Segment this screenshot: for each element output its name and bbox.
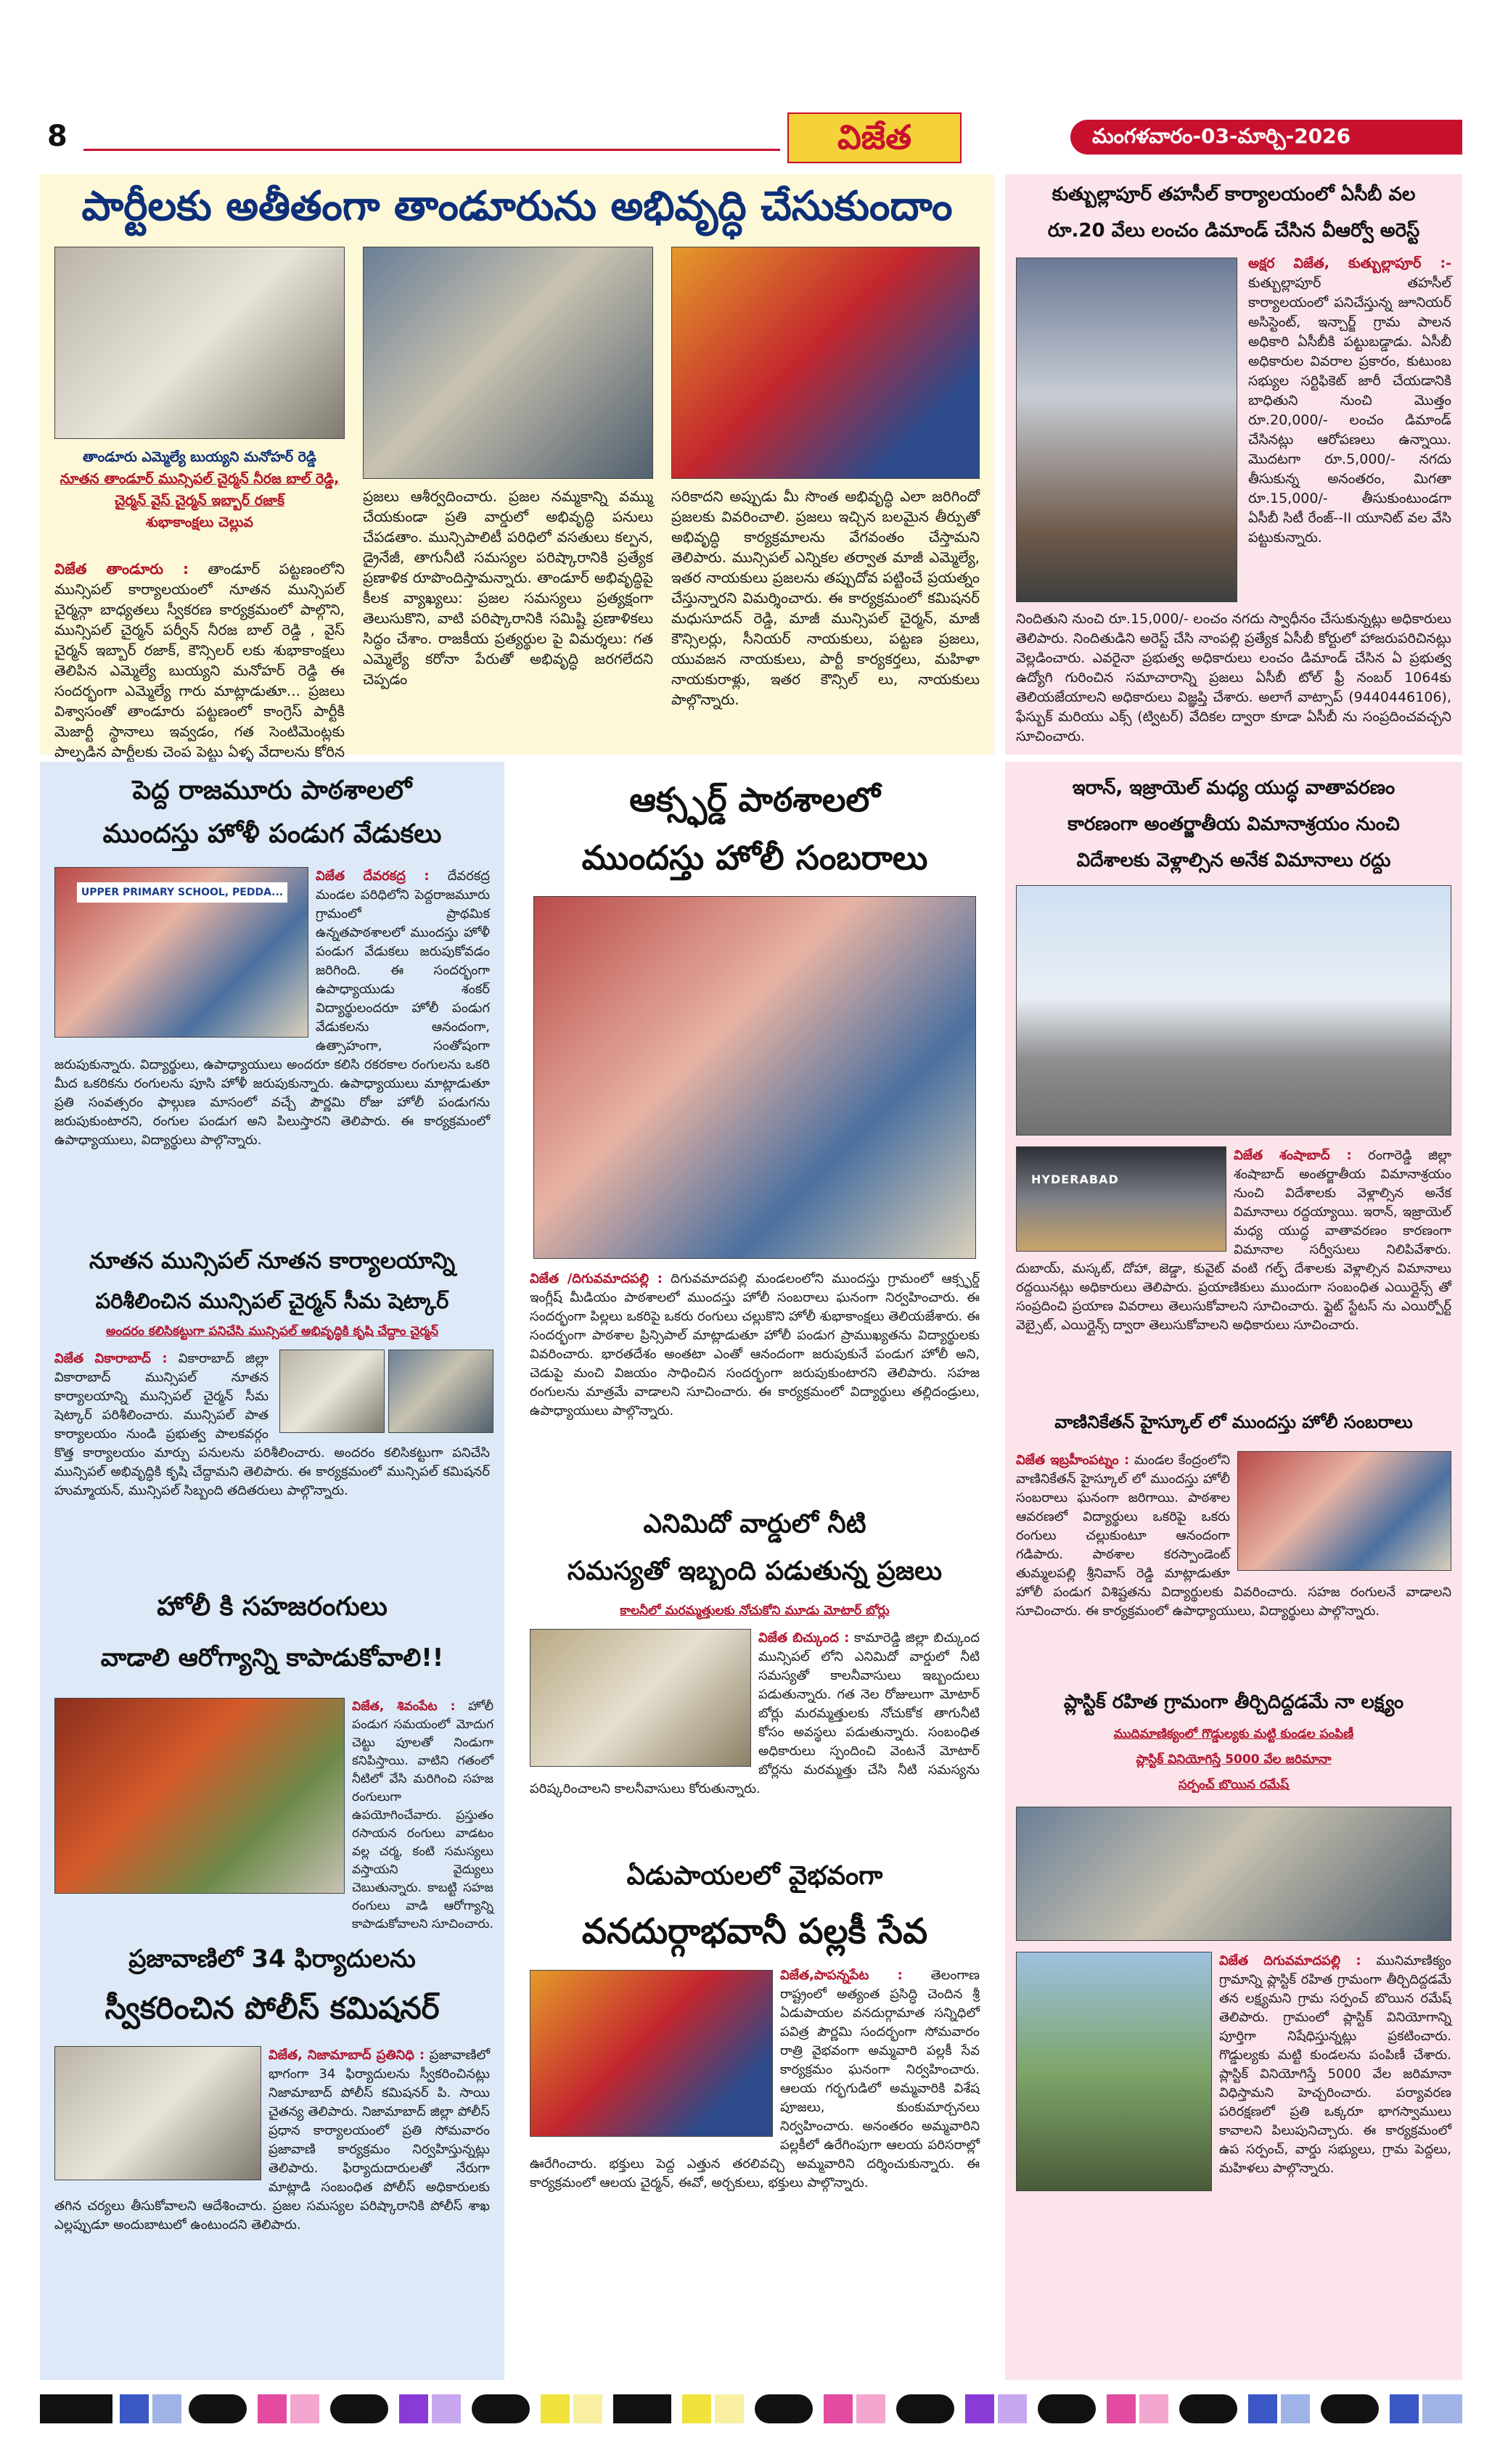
lead-headline: పార్టీలకు అతీతంగా తాండూరును అభివృద్ధి చేసుకుందాం [81,183,953,230]
oxford-headline-line1: ఆక్స్ఫర్డ్ పాఠశాలలో [629,780,880,819]
lead-caption-line1: తాండూరు ఎమ్మెల్యే బుయ్యని మనోహర్ రెడ్డి [83,449,316,465]
acb-headline-line2: రూ.20 వేలు లంచం డిమాండ్ చేసిన వీఆర్వో అరెస్ట్ [1047,220,1420,242]
oxford-body-text: దిగువమాదపల్లి మండలంలోని ముందస్తు గ్రామంలో ఆక్స్ఫర్డ్ ఇంగ్లీష్ మీడియం పాఠశాలలో ముందస్తు హోలీ సంబరాలు ఘనంగా నిర్వహించారు. ఈ సందర్భంగా పిల్లలు ఒకరిపై ఒకరు రంగులు చల్లుకొని హోలీ శుభాకాంక్షలు తెలియజేశారు. ఈ సందర్భంగా పాఠశాల ప్రిన్సిపాల్ మాట్లాడుతూ హోలీ పండుగ ప్రాముఖ్యతను విద్యార్థులకు వివరించారు. భారతదేశం అంతటా ఎంతో ఆనందంగా జరుపుకునే పండుగ హోలీ అని, చెడుపై మంచి విజయం సాధించిన సందర్భంగా జరుపుకుంటారని తెలిపారు. సహజ రంగులను మాత్రమే వాడాలని సూచించారు. ఈ కార్యక్రమంలో విద్యార్థులు తల్లిదండ్రులు, ఉపాధ్యాయులు పాల్గొన్నారు. [530,1271,980,1418]
plastic-subhead3: సర్పంచ్ బొయిన రమేష్ [1178,1778,1290,1792]
police-body-text: ప్రజావాణిలో భాగంగా 34 ఫిర్యాదులను స్వీకరించినట్లు నిజామాబాద్ పోలీస్ కమిషనర్ పి. సాయి చైతన్య తెలిపారు. నిజామాబాద్ జిల్లా పోలీస్ ప్రధాన కార్యాలయంలో ప్రతి సోమవారం ప్రజావాణి కార్యక్రమం నిర్వహిస్తున్నట్లు తెలిపారు. ఫిర్యాదుదారులతో నేరుగా మాట్లాడి సంబంధిత పోలీస్ అధికారులకు తగిన చర్యలు తీసుకోవాలని ఆదేశించారు. ప్రజల సమస్యల పరిష్కారానికి పోలీస్ శాఖ ఎల్లప్పుడూ అందుబాటులో ఉంటుందని తెలిపారు. [54,2048,490,2233]
lead-body-col2: ప్రజలు ఆశీర్వదించారు. ప్రజల నమ్మకాన్ని వమ్ము చేయకుండా ప్రతి వార్డులో అభివృద్ధి పనులు చేపడతాం. మున్సిపాలిటీ పరిధిలో వసతులు కల్పన, డ్రైనేజీ, తాగునీటి సమస్యల పరిష్కారానికి ప్రత్యేక ప్రణాళిక రూపొందిస్తామన్నారు. తాండూర్ అభివృద్ధిపై కీలక వ్యాఖ్యలు: ప్రజల సమస్యలు ప్రత్యక్షంగా తెలుసుకొని, వాటి పరిష్కారానికి సమిష్టి ప్రణాళికలు సిద్ధం చేశాం. రాజకీయ ప్రత్యర్థుల పై విమర్శలు: గత ఎమ్మెల్యే కరోనా పేరుతో అభివృద్ధి జరగలేదని చెప్పడం [363,488,653,688]
page-number: 8 [47,120,67,153]
vanadurga-headline-line1: ఏడుపాయలలో వైభవంగా [626,1861,883,1891]
police-body [54,2046,490,2365]
lead-photo-middle [363,247,653,479]
lead-dateline: విజేత తాండూరు : [54,560,189,578]
acb-body-bottom: నిందితుని నుంచి రూ.15,000/- లంచం నగదు స్వాధీనం చేసుకున్నట్లు అధికారులు తెలిపారు. నిందితుడిని అరెస్ట్ చేసి నాంపల్లి ప్రత్యేక ఏసీబీ కోర్టులో హాజరుపరిచినట్లు వెల్లడించారు. ఎవరైనా ప్రభుత్వ అధికారులు లంచం డిమాండ్ చేసిన ఏ ప్రభుత్వ ఉద్యోగి గురించిన సమాచారాన్ని ప్రజలు ఏసీబీ టోల్ ఫ్రీ నంబర్ 1064కు తెలియజేయాలని అధికారులు విజ్ఞప్తి చేశారు. అలాగే వాట్సాప్ (9440446106), ఫేస్బుక్ మరియు ఎక్స్ (ట్విటర్) వేదికల ద్వారా కూడా ఏసీబీ ను సంప్రదించవచ్చని సూచించారు. [1016,611,1451,744]
acb-dateline: అక్షర విజేత, కుత్బుల్లాపూర్ :- [1248,255,1451,271]
flights-dateline: విజేత శంషాబాద్ : [1234,1148,1352,1163]
ward-body-text: కామారెడ్డి జిల్లా బిచ్కుంద మున్సిపల్ లోని ఎనిమిదో వార్డులో నీటి సమస్యతో కాలనీవాసులు ఇబ్బందులు పడుతున్నారు. గత నెల రోజులుగా మోటార్ బోర్లు మరమ్మత్తులకు నోచుకోక తాగునీటి కోసం అవస్థలు పడుతున్నారు. సంబంధిత అధికారులు స్పందించి వెంటనే మోటార్ బోర్లను మరమ్మత్తు చేసి నీటి సమస్యను పరిష్కరించాలని కాలనీవాసులు కోరుతున్నారు. [530,1630,980,1796]
plastic-body-text: మునిమాణిక్యం గ్రామాన్ని ప్లాస్టిక్ రహిత గ్రామంగా తీర్చిదిద్దడమే తన లక్ష్యమని గ్రామ సర్పంచ్ బొయిన రమేష్ తెలిపారు. గ్రామంలో ప్లాస్టిక్ వినియోగాన్ని పూర్తిగా నిషేధిస్తున్నట్లు ప్రకటించారు. గొడ్డుల్యకు మట్టి కుండలను పంపిణీ చేశారు. ప్లాస్టిక్ వినియోగిస్తే 5000 వేల జరిమానా విధిస్తామని హెచ్చరించారు. పర్యావరణ పరిరక్షణలో ప్రతి ఒక్కరూ భాగస్వాములు కావాలని పిలుపునిచ్చారు. ఈ కార్యక్రమంలో ఉప సర్పంచ్, వార్డు సభ్యులు, గ్రామ పెద్దలు, మహిళలు పాల్గొన్నారు. [1219,1953,1451,2176]
municipal-headline-line2: పరిశీలించిన మున్సిపల్ చైర్మన్ సీమ షెట్కార్ [95,1289,449,1313]
acb-body-top-text: కుత్బుల్లాపూర్ తహసీల్ కార్యాలయంలో పనిచేస్తున్న జూనియర్ అసిస్టెంట్, ఇన్చార్జ్ గ్రామ పాలన అధికారి ఏసీబీకి పట్టుబడ్డాడు. ఏసీబీ అధికారుల వివరాల ప్రకారం, కుటుంబ సభ్యుల సర్టిఫికెట్ జారీ చేయడానికి బాధితుని నుంచి మొత్తం రూ.20,000/- లంచం డిమాండ్ చేసినట్లు ఆరోపణలు ఉన్నాయి. మొదటగా రూ.5,000/- నగదు తీసుకున్న అనంతరం, మిగతా రూ.15,000/- తీసుకుంటుండగా ఏసీబీ సిటీ రేంజ్--II యూనిట్ వల వేసి పట్టుకున్నారు. [1248,275,1451,546]
plastic-dateline: విజేత దిగువమాదపల్లి : [1219,1953,1361,1968]
page-header [40,120,1462,160]
oxford-photo [533,896,976,1259]
lead-caption-line3: చైర్మన్ వైస్ చైర్మన్ ఇబ్బార్ రజాక్ [114,493,284,509]
acb-body-top [1248,254,1451,602]
oxford-body [530,1270,980,1487]
lead-caption-line2: నూతన తాండూర్ మున్సిపల్ చైర్మన్ నీరజ బాల్ రెడ్డి, [60,471,340,487]
vanadurga-headline-line2: వనదుర్గాభవానీ పల్లకీ సేవ [581,1911,928,1952]
lead-story [40,174,994,760]
acb-story [1005,174,1462,755]
vanadurga-dateline: విజేత,పాపన్నపేట : [780,1968,903,1983]
flights-photo-plane [1016,885,1451,1136]
color-registration-bar [40,2394,1462,2423]
police-headline-line1: ప్రజావాణిలో 34 ఫిర్యాదులను [128,1944,416,1974]
ward-subhead: కాలనీలో మరమ్మత్తులకు నోచుకోని మూడు మోటార్ బోర్లు [620,1603,890,1618]
vani-headline: వాణినికేతన్ హైస్కూల్ లో ముందస్తు హోలీ సంబరాలు [1054,1412,1413,1432]
left-column [40,762,504,2380]
acb-photo [1016,258,1237,602]
holi-health-body-text: హోలీ పండుగ సమయంలో మోదుగ చెట్టు పూలతో నిండుగా కనిపిస్తాయి. వాటిని గతంలో నీటిలో వేసి మరిగించి సహజ రంగులుగా ఉపయోగించేవారు. ప్రస్తుతం రసాయన రంగులు వాడటం వల్ల చర్మ, కంటి సమస్యలు వస్తాయని వైద్యులు చెబుతున్నారు. కాబట్టి సహజ రంగులు వాడి ఆరోగ్యాన్ని కాపాడుకోవాలని సూచించారు. [352,1699,494,1931]
vani-body [1016,1451,1451,1662]
municipal-body-text: వికారాబాద్ జిల్లా వికారాబాద్ మున్సిపల్ నూతన కార్యాలయాన్ని మున్సిపల్ చైర్మన్ సీమ షెట్కార్ పరిశీలించారు. మున్సిపల్ పాత కార్యాలయం నుండి ప్రభుత్వ పాలకవర్గం కొత్త కార్యాలయం మార్పు పనులను పరిశీలించారు. అందరం కలిసికట్టుగా పనిచేసి మున్సిపల్ అభివృద్ధికి కృషి చేద్దామని తెలిపారు. ఈ కార్యక్రమంలో మున్సిపల్ కమిషనర్ హుమ్మాయన్, మున్సిపల్ సిబ్బంది తదితరులు పాల్గొన్నారు. [54,1351,490,1498]
plastic-headline: ప్లాస్టిక్ రహిత గ్రామంగా తీర్చిదిద్దడమే నా లక్ష్యం [1063,1691,1404,1713]
ward-body [530,1629,980,1825]
municipal-subhead: అందరం కలిసికట్టుగా పనిచేసి మున్సిపల్ అభివృద్ధికి కృషి చేద్దాం చైర్మన్ [105,1324,439,1339]
oxford-headline-line2: ముందస్తు హోలీ సంబరాలు [581,838,928,877]
holi1-headline-line1: పెద్ద రాజమూరు పాఠశాలలో [132,776,412,805]
date-banner [1070,120,1462,155]
lead-photo-right [671,247,980,479]
date-line: మంగళవారం-03-మార్చి-2026 [1092,124,1351,148]
lead-caption-line4: శుభాకాంక్షలు చెల్లువ [146,514,253,530]
ward-headline-line1: ఎనిమిదో వార్డులో నీటి [643,1509,866,1539]
lead-body-col1 [54,559,345,760]
vanadurga-body [530,1966,980,2369]
holi1-body-text: దేవరకద్ర మండల పరిధిలోని పెద్దరాజమూరు గ్రామంలో ప్రాథమిక ఉన్నతపాఠశాలలో ముందస్తు హోళీ పండుగ వేడుకలు జరుపుకోవడం జరిగింది. ఈ సందర్భంగా ఉపాధ్యాయుడు శంకర్ విద్యార్థులందరూ హోలీ పండుగ వేడుకలను ఆనందంగా, ఉత్సాహంగా, సంతోషంగా జరుపుకున్నారు. విద్యార్థులు, ఉపాధ్యాయులు అందరూ కలిసి రకరకాల రంగులను ఒకరి మీద ఒకరికను రంగులను పూసి హోళీ జరుపుకున్నారు. ఉపాధ్యాయులు మాట్లాడుతూ ప్రతి సంవత్సరం ఫాల్గుణ మాసంలో వచ్చే పౌర్ణమి రోజు హోలీ పండుగను జరుపుకుంటారని, రంగుల పండుగ అని పిలుస్తారని తెలిపారు. ఈ కార్యక్రమంలో ఉపాధ్యాయులు, విద్యార్థులు పాల్గొన్నారు. [54,868,490,1148]
municipal-dateline: విజేత వికారాబాద్ : [54,1351,168,1366]
ward-headline-line2: సమస్యతో ఇబ్బంది పడుతున్న ప్రజలు [567,1556,943,1586]
vani-dateline: విజేత ఇబ్రహీంపట్నం : [1016,1453,1130,1468]
municipal-body [54,1350,490,1567]
lead-photo-left [54,247,345,439]
holi1-school-sign: UPPER PRIMARY SCHOOL, PEDDA... [77,882,287,903]
police-dateline: విజేత, నిజామాబాద్ ప్రతినిధి : [269,2048,425,2063]
lead-body-col3: సరికాదని అప్పుడు మీ సొంత అభివృద్ధి ఎలా జరిగిందో ప్రజలకు వివరించాలి. ప్రజలు ఇచ్చిన బలమైన తీర్పుతో అభివృద్ధి కార్యక్రమాలను వేగవంతం చేస్తామని తెలిపారు. మున్సిపల్ ఎన్నికల తర్వాత మాజీ ఎమ్మెల్యే, ఇతర నాయకులు ప్రజలను తప్పుదోవ పట్టించే ప్రయత్నం చేస్తున్నారని విమర్శించారు. ఈ కార్యక్రమంలో కమిషనర్ మధుసూదన్ రెడ్డి, మాజీ మున్సిపల్ చైర్మన్, మాజీ కౌన్సిలర్లు, సీనియర్ నాయకులు, పట్టణ ప్రజలు, యువజన నాయకులు, పార్టీ కార్యకర్తలు, మహిళా నాయకురాళ్లు, ఇతర కౌన్సిల్ లు, నాయకులు పాల్గొన్నారు. [671,488,980,708]
holi1-body [54,867,490,1230]
plastic-photo-group [1016,1807,1451,1941]
plastic-subhead2: ప్లాస్టిక్ వినియోగిస్తే 5000 వేల జరిమానా [1136,1752,1332,1767]
holi1-dateline: విజేత దేవరకద్ర : [316,868,430,884]
plastic-body [1016,1952,1451,2369]
holi1-headline-line2: ముందస్తు హోళీ పండుగ వేడుకలు [102,819,442,849]
masthead-title: విజేత [837,118,912,157]
lead-body-col1-text: తాండూర్ పట్టణంలోని మున్సిపల్ కార్యాలయంలో నూతన మున్సిపల్ చైర్మన్గా బాధ్యతలు స్వీకరణ కార్యక్రమంలో పాల్గొని, మున్సిపల్ చైర్మన్ పర్వీన్ నీరజ బాల్ రెడ్డి , వైస్ చైర్మన్ ఇబ్బార్ రజాక్, కౌన్సిలర్ లకు శుభాకాంక్షలు తెలిపిన ఎమ్మెల్యే బుయ్యని మనోహర్ రెడ్డి ఈ సందర్భంగా ఎమ్మెల్యే గారు మాట్లాడుతూ... ప్రజలు విశ్వాసంతో తాండూరు పట్టణంలో కాంగ్రెస్ పార్టీకి మెజార్టీ స్థానాలు ఇవ్వడం, గత సెంటిమెంట్లకు పాల్పడిన పార్టీలకు చెంప పెట్టు ఏళ్ళ వేదాలను కోరిన [54,560,345,760]
flights-headline-line1: ఇరాన్, ఇజ్రాయెల్ మధ్య యుద్ధ వాతావరణం [1072,777,1396,799]
flights-body-text: రంగారెడ్డి జిల్లా శంషాబాద్ అంతర్జాతీయ విమానాశ్రయం నుంచి విదేశాలకు వెళ్లాల్సిన అనేక విమానాలు రద్దయ్యాయి. ఇరాన్, ఇజ్రాయెల్ మధ్య యుద్ధ వాతావరణం కారణంగా విమానాల సర్వీసులు నిలిపివేశారు. దుబాయ్, మస్కట్, దోహా, జెడ్డా, కువైట్ వంటి గల్ఫ్ దేశాలకు వెళ్లాల్సిన విమానాలు రద్దయినట్లు అధికారులు తెలిపారు. ప్రయాణికులు ముందుగా సంబంధిత ఎయిర్లైన్స్ తో సంప్రదించి ప్రయాణ వివరాలు తెలుసుకోవాలని సూచించారు. ఫ్లైట్ స్టేటస్ ను ఎయిర్పోర్ట్ వెబ్సైట్, ఎయిర్లైన్స్ ద్వారా తెలుసుకోవాలని అధికారులు సూచించారు. [1016,1148,1451,1333]
plastic-subhead1: ముదిమాణిక్యంలో గొడ్డుల్యకు మట్టి కుండల పంపిణీ [1113,1727,1354,1741]
holi-health-photo [54,1698,345,1894]
flights-body [1016,1146,1451,1386]
vani-body-text: మండల కేంద్రంలోని వాణినికేతన్ హైస్కూల్ లో ముందస్తు హోలీ సంబరాలు ఘనంగా జరిగాయి. పాఠశాల ఆవరణలో విద్యార్థులు ఒకరిపై ఒకరు రంగులు చల్లుకుంటూ ఆనందంగా గడిపారు. పాఠశాల కరస్పాండెంట్ తుమ్మలపల్లి శ్రీనివాస్ రెడ్డి మాట్లాడుతూ హోలీ పండుగ విశిష్టతను విద్యార్థులకు వివరించారు. సహజ రంగులనే వాడాలని సూచించారు. ఈ కార్యక్రమంలో ఉపాధ్యాయులు, విద్యార్థులు పాల్గొన్నారు. [1016,1453,1451,1619]
holi-health-headline-line2: వాడాలి ఆరోగ్యాన్ని కాపాడుకోవాలి!! [100,1643,444,1672]
flights-headline-line3: విదేశాలకు వెళ్లాల్సిన అనేక విమానాలు రద్దు [1076,850,1391,871]
lead-caption-block [54,446,345,555]
right-column [1005,762,1462,2380]
police-headline-line2: స్వీకరించిన పోలీస్ కమిషనర్ [104,1990,440,2026]
flights-airport-sign: HYDERABAD [1031,1173,1119,1186]
municipal-headline-line1: నూతన మున్సిపల్ నూతన కార్యాలయాన్ని [89,1248,456,1274]
vanadurga-body-text: తెలంగాణ రాష్ట్రంలో అత్యంత ప్రసిద్ధి చెందిన శ్రీ ఏడుపాయల వనదుర్గామాత సన్నిధిలో పవిత్ర పౌర్ణమి సందర్భంగా సోమవారం రాత్రి వైభవంగా అమ్మవారి పల్లకీ సేవ కార్యక్రమం ఘనంగా నిర్వహించారు. ఆలయ గర్భగుడిలో అమ్మవారికి విశేష పూజలు, కుంకుమార్చనలు నిర్వహించారు. అనంతరం అమ్మవారిని పల్లకీలో ఉరేగింపుగా ఆలయ పరిసరాల్లో ఊరేగించారు. భక్తులు పెద్ద ఎత్తున తరలివచ్చి అమ్మవారిని దర్శించుకున్నారు. ఈ కార్యక్రమంలో ఆలయ చైర్మన్, ఈవో, అర్చకులు, భక్తులు పాల్గొన్నారు. [530,1968,980,2190]
center-column [515,762,994,2380]
holi-health-dateline: విజేత, శివంపేట : [352,1699,456,1714]
holi-health-body [352,1698,494,1931]
masthead-logo [787,112,962,163]
flights-headline-line2: కారణంగా అంతర్జాతీయ విమానాశ్రయం నుంచి [1067,813,1400,835]
holi-health-headline-line1: హోలీ కి సహజరంగులు [157,1592,388,1622]
oxford-dateline: విజేత /దిగువమాదపల్లి : [530,1271,663,1286]
header-rule-left [83,149,780,151]
ward-dateline: విజేత బిచ్కుంద : [758,1630,850,1646]
acb-headline-line1: కుత్బుల్లాపూర్ తహసీల్ కార్యాలయంలో ఏసీబీ వల [1052,184,1416,205]
